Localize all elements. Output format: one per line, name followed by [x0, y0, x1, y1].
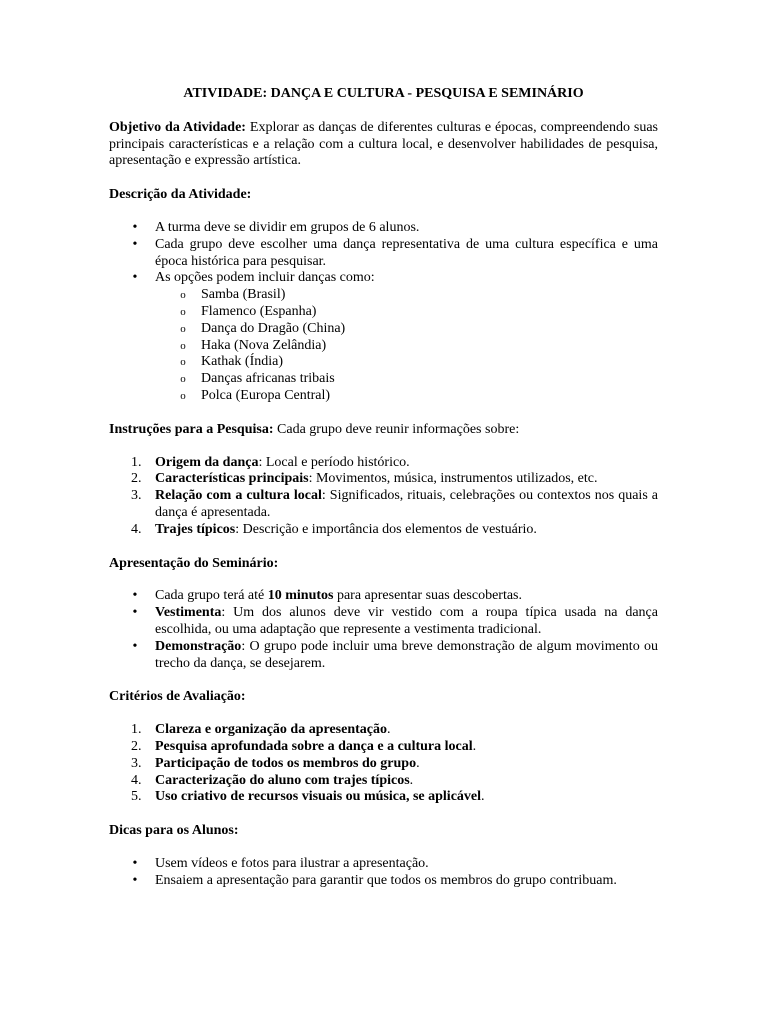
research-paragraph: Instruções para a Pesquisa: Cada grupo deve reunir informações sobre: — [109, 421, 520, 437]
list-item: o Dança do Dragão (China) — [109, 321, 658, 338]
list-item: • Cada grupo deve escolher uma dança representativa de uma cultura específica e uma época histórica para pesquisar. — [109, 237, 658, 271]
tips-list — [109, 856, 658, 890]
bullet-icon: • — [132, 605, 138, 621]
objective-text: Explorar as danças de diferentes culturas e épocas, compreendendo suas principais características e a relação com a cultura local, e desenvolver habilidades de pesquisa, apresentação e expressão artística. — [109, 119, 658, 169]
bullet-icon: • — [132, 638, 138, 654]
list-item: 3. Relação com a cultura local: Significados, rituais, celebrações ou contextos nos quais a dança é apresentada. — [131, 488, 658, 520]
circle-bullet-icon: o — [180, 339, 186, 352]
list-item: 2. Pesquisa aprofundada sobre a dança e a cultura local. — [131, 738, 477, 754]
bullet-icon: • — [132, 588, 138, 604]
circle-bullet-icon: o — [180, 356, 186, 369]
circle-bullet-icon: o — [180, 373, 186, 386]
seminar-heading: Apresentação do Seminário: — [109, 555, 279, 571]
tips-heading: Dicas para os Alunos: — [109, 823, 239, 839]
research-label: Instruções para a Pesquisa: — [109, 421, 274, 437]
list-item: o Flamenco (Espanha) — [109, 304, 658, 321]
circle-bullet-icon: o — [180, 322, 186, 335]
list-item: • Usem vídeos e fotos para ilustrar a apresentação. — [109, 856, 658, 873]
list-item: o Danças africanas tribais — [109, 371, 658, 388]
description-list — [109, 220, 658, 405]
document-page — [109, 86, 658, 889]
objective-label: Objetivo da Atividade: — [109, 119, 246, 135]
bullet-icon: • — [132, 855, 138, 871]
list-item: • A turma deve se dividir em grupos de 6 alunos. — [109, 220, 658, 237]
bullet-icon: • — [132, 872, 138, 888]
circle-bullet-icon: o — [180, 289, 186, 302]
bullet-icon: • — [132, 219, 138, 235]
research-list — [109, 455, 658, 539]
list-item: o Kathak (Índia) — [109, 354, 658, 371]
circle-bullet-icon: o — [180, 389, 186, 402]
list-item: • As opções podem incluir danças como: o Samba (Brasil) o Flamenco (Espanha) o Dança do Dragão (China) o Haka (Nova Zelândia) o Kathak (Índia) o Danças africanas tribais o Polca (Europa Central) — [109, 270, 658, 404]
objective-paragraph — [109, 120, 658, 170]
list-item: • Demonstração: O grupo pode incluir uma breve demonstração de algum movimento ou trecho da dança, se desejarem. — [109, 639, 658, 673]
list-item: 1. Clareza e organização da apresentação. — [131, 722, 391, 738]
criteria-list — [109, 722, 658, 806]
circle-bullet-icon: o — [180, 305, 186, 318]
list-item: • Ensaiem a apresentação para garantir que todos os membros do grupo contribuam. — [109, 873, 658, 890]
list-item: 4. Trajes típicos: Descrição e importância dos elementos de vestuário. — [131, 521, 537, 537]
criteria-heading: Critérios de Avaliação: — [109, 689, 246, 705]
list-item: 4. Caracterização do aluno com trajes típicos. — [131, 772, 414, 788]
list-item: 2. Características principais: Movimentos, música, instrumentos utilizados, etc. — [131, 471, 598, 487]
seminar-list — [109, 588, 658, 672]
list-item: o Polca (Europa Central) — [109, 388, 658, 405]
list-item: o Samba (Brasil) — [109, 287, 658, 304]
bullet-icon: • — [132, 270, 138, 286]
dance-options-list — [109, 287, 658, 405]
list-item: 5. Uso criativo de recursos visuais ou música, se aplicável. — [131, 789, 485, 805]
description-heading: Descrição da Atividade: — [109, 187, 252, 203]
list-item: 1. Origem da dança: Local e período histórico. — [131, 454, 410, 470]
bullet-icon: • — [132, 236, 138, 252]
list-item: o Haka (Nova Zelândia) — [109, 338, 658, 355]
list-item: • Cada grupo terá até 10 minutos para apresentar suas descobertas. — [109, 588, 658, 605]
list-item: • Vestimenta: Um dos alunos deve vir vestido com a roupa típica usada na dança escolhida, ou uma adaptação que represente a vestimenta tradicional. — [109, 605, 658, 639]
document-title: ATIVIDADE: DANÇA E CULTURA - PESQUISA E SEMINÁRIO — [183, 86, 584, 101]
list-item: 3. Participação de todos os membros do grupo. — [131, 755, 420, 771]
